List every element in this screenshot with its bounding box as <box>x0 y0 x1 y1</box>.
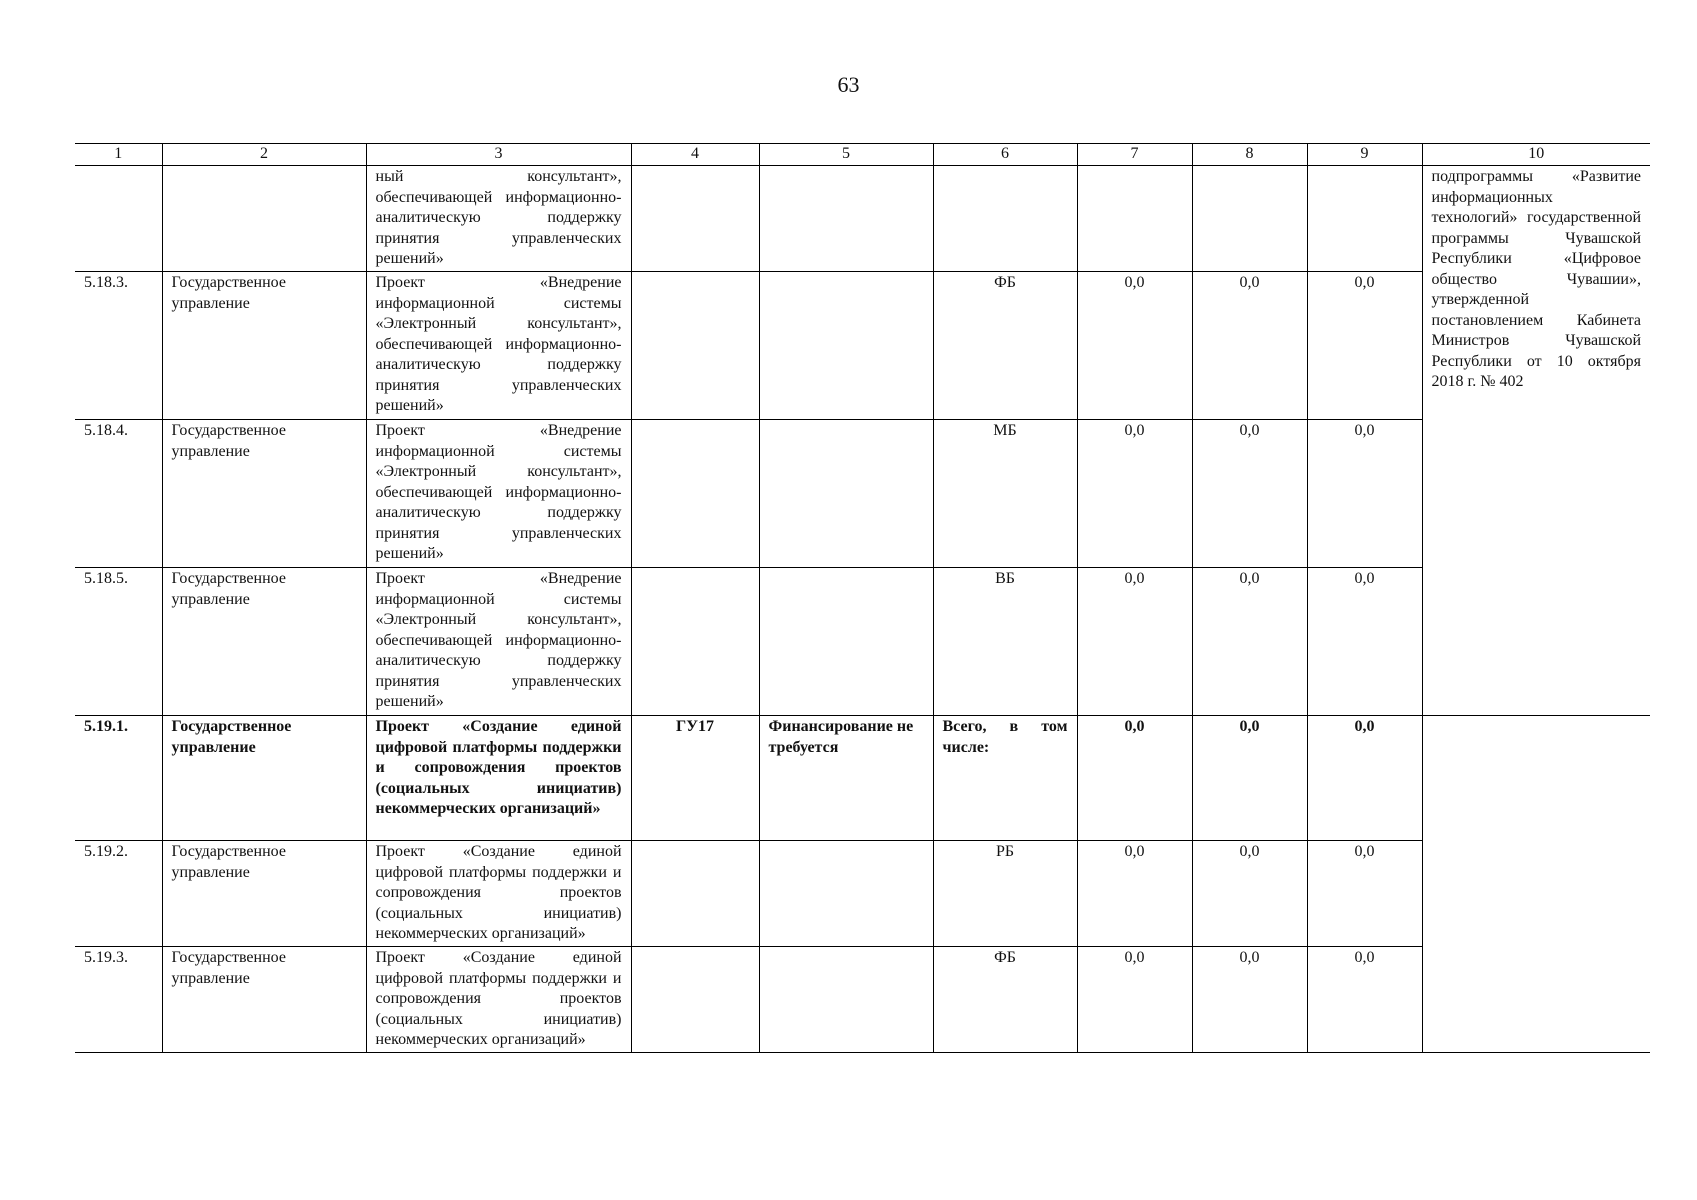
row-source: ВБ <box>933 568 1077 716</box>
row-financing <box>759 272 933 420</box>
row-code <box>631 420 759 568</box>
table-row <box>75 166 1650 272</box>
row-code: ГУ17 <box>631 716 759 841</box>
row-project: Проект «Создание единой цифровой платформы поддержки и сопровождения проектов (социальных инициатив) некоммерческих организаций» <box>366 841 631 947</box>
row-number: 5.19.1. <box>75 716 162 841</box>
row-number: 5.18.5. <box>75 568 162 716</box>
column-header: 1 <box>75 144 162 166</box>
row-sector: Государственное управление <box>162 841 366 947</box>
column-header: 4 <box>631 144 759 166</box>
row-sector: Государственное управление <box>162 716 366 841</box>
row-value-col7: 0,0 <box>1077 841 1192 947</box>
table-row <box>75 272 1650 420</box>
row-value-col7: 0,0 <box>1077 716 1192 841</box>
row-code <box>631 272 759 420</box>
row-financing <box>759 166 933 272</box>
table-row <box>75 420 1650 568</box>
row-value-col8: 0,0 <box>1192 272 1307 420</box>
row-value-col9: 0,0 <box>1307 568 1422 716</box>
row-value-col7 <box>1077 166 1192 272</box>
row-value-col8 <box>1192 166 1307 272</box>
row-project: Проект «Внедрение информационной системы «Электронный консультант», обеспечивающей информационно-аналитическую поддержку принятия управленческих решений» <box>366 568 631 716</box>
row-code <box>631 947 759 1053</box>
table-row <box>75 841 1650 947</box>
row-financing <box>759 841 933 947</box>
column-number-row <box>75 144 1650 166</box>
row-value-col7: 0,0 <box>1077 947 1192 1053</box>
row-value-col9: 0,0 <box>1307 716 1422 841</box>
row-value-col9 <box>1307 166 1422 272</box>
row-sector: Государственное управление <box>162 420 366 568</box>
row-source: ФБ <box>933 272 1077 420</box>
row-source: Всего, в том числе: <box>933 716 1077 841</box>
row-code <box>631 841 759 947</box>
column-header: 2 <box>162 144 366 166</box>
row-number: 5.19.2. <box>75 841 162 947</box>
row-project: ный консультант», обеспечивающей информационно-аналитическую поддержку принятия управленческих решений» <box>366 166 631 272</box>
row-value-col7: 0,0 <box>1077 420 1192 568</box>
row-value-col8: 0,0 <box>1192 420 1307 568</box>
row-value-col8: 0,0 <box>1192 947 1307 1053</box>
column-header: 6 <box>933 144 1077 166</box>
row-value-col7: 0,0 <box>1077 568 1192 716</box>
column-header: 3 <box>366 144 631 166</box>
row-value-col9: 0,0 <box>1307 420 1422 568</box>
column-header: 8 <box>1192 144 1307 166</box>
row-financing <box>759 568 933 716</box>
row-source: МБ <box>933 420 1077 568</box>
row-number <box>75 166 162 272</box>
row-financing <box>759 420 933 568</box>
row-value-col8: 0,0 <box>1192 568 1307 716</box>
row-project: Проект «Создание единой цифровой платформы поддержки и сопровождения проектов (социальных инициатив) некоммерческих организаций» <box>366 716 631 841</box>
column-header: 5 <box>759 144 933 166</box>
row-sector: Государственное управление <box>162 947 366 1053</box>
row-source <box>933 166 1077 272</box>
row-number: 5.18.4. <box>75 420 162 568</box>
row-value-col7: 0,0 <box>1077 272 1192 420</box>
row-project: Проект «Внедрение информационной системы «Электронный консультант», обеспечивающей информационно-аналитическую поддержку принятия управленческих решений» <box>366 420 631 568</box>
row-value-col9: 0,0 <box>1307 272 1422 420</box>
column-header: 7 <box>1077 144 1192 166</box>
row-note-empty <box>1422 716 1650 1053</box>
row-financing <box>759 947 933 1053</box>
row-value-col8: 0,0 <box>1192 716 1307 841</box>
row-value-col9: 0,0 <box>1307 947 1422 1053</box>
column-header: 10 <box>1422 144 1650 166</box>
row-source: РБ <box>933 841 1077 947</box>
row-value-col9: 0,0 <box>1307 841 1422 947</box>
row-financing: Финансирование не требуется <box>759 716 933 841</box>
page-number: 63 <box>837 72 860 97</box>
table-row <box>75 716 1650 841</box>
row-sector: Государственное управление <box>162 568 366 716</box>
row-source: ФБ <box>933 947 1077 1053</box>
table-row <box>75 568 1650 716</box>
row-sector <box>162 166 366 272</box>
budget-table <box>75 143 1650 1053</box>
row-sector: Государственное управление <box>162 272 366 420</box>
row-number: 5.19.3. <box>75 947 162 1053</box>
row-note: подпрограммы «Развитие информационных технологий» государственной программы Чувашской Республики «Цифровое общество Чувашии», утвержденной постановлением Кабинета Министров Чувашской Республики от 10 октября 2018 г. № 402 <box>1422 166 1650 716</box>
row-project: Проект «Внедрение информационной системы «Электронный консультант», обеспечивающей информационно-аналитическую поддержку принятия управленческих решений» <box>366 272 631 420</box>
row-code <box>631 568 759 716</box>
row-project: Проект «Создание единой цифровой платформы поддержки и сопровождения проектов (социальных инициатив) некоммерческих организаций» <box>366 947 631 1053</box>
row-value-col8: 0,0 <box>1192 841 1307 947</box>
row-code <box>631 166 759 272</box>
table-row <box>75 947 1650 1053</box>
row-number: 5.18.3. <box>75 272 162 420</box>
column-header: 9 <box>1307 144 1422 166</box>
